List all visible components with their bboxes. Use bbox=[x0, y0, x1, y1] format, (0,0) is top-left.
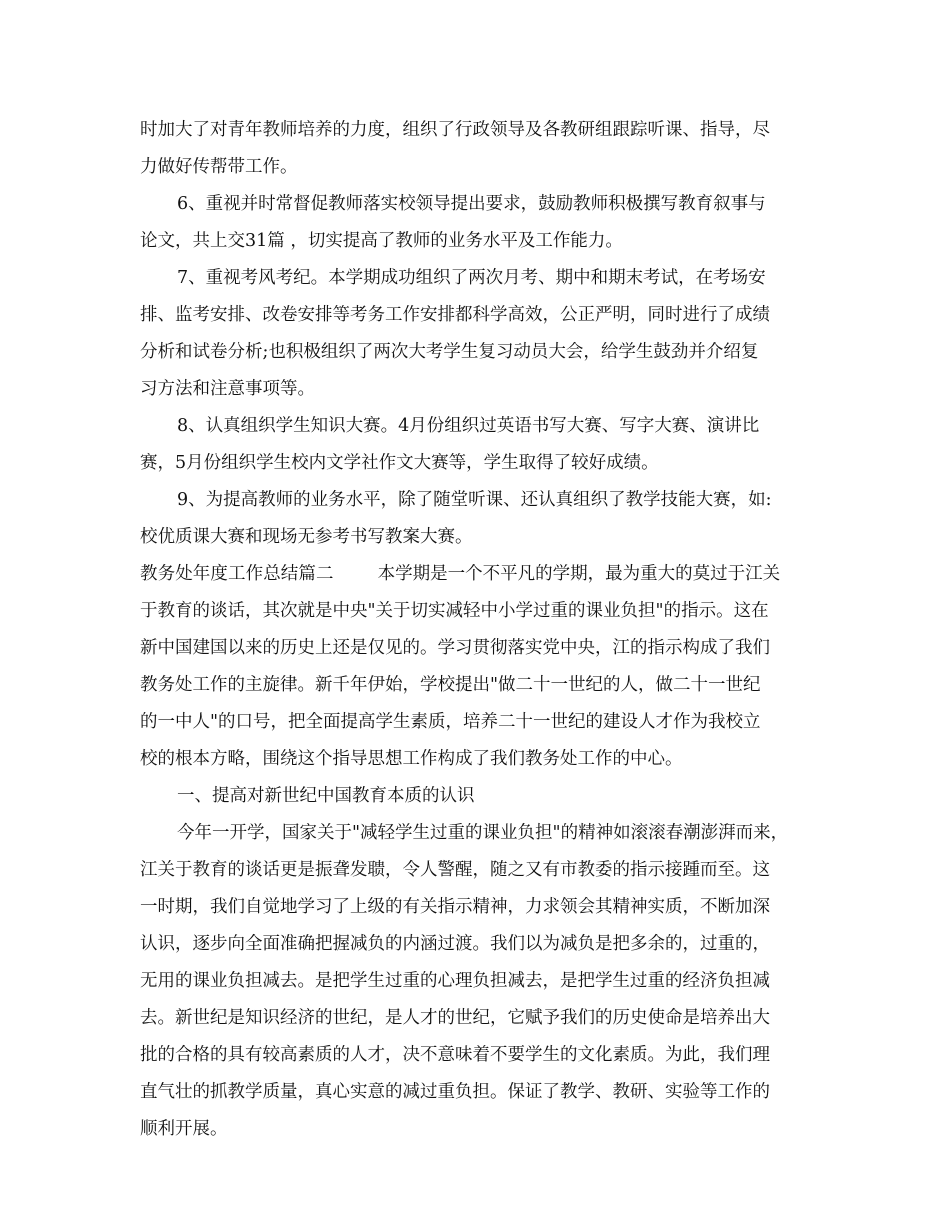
paragraph-line: 于教育的谈话，其次就是中央"关于切实减轻中小学过重的课业负担"的指示。这在 bbox=[140, 601, 769, 621]
paragraph-line: 9、为提高教师的业务水平，除了随堂听课、还认真组织了教学技能大赛，如: bbox=[177, 490, 772, 510]
paragraph-line: 教务处工作的主旋律。新千年伊始，学校提出"做二十一世纪的人，做二十一世纪 bbox=[140, 675, 761, 695]
paragraph-line: 7、重视考风考纪。本学期成功组织了两次月考、期中和期末考试，在考场安 bbox=[177, 268, 766, 288]
paragraph-line: 排、监考安排、改卷安排等考务工作安排都科学高效，公正严明，同时进行了成绩 bbox=[140, 305, 770, 325]
paragraph-line: 江关于教育的谈话更是振聋发聩，令人警醒，随之又有市教委的指示接踵而至。这 bbox=[140, 860, 770, 880]
section-title: 教务处年度工作总结篇二 bbox=[140, 564, 334, 584]
paragraph-line: 时加大了对青年教师培养的力度，组织了行政领导及各教研组跟踪听课、指导，尽 bbox=[140, 120, 770, 140]
subheading-line: 一、提高对新世纪中国教育本质的认识 bbox=[177, 786, 475, 806]
paragraph-line: 顺利开展。 bbox=[140, 1119, 228, 1139]
paragraph-line: 8、认真组织学生知识大赛。4月份组织过英语书写大赛、写字大赛、演讲比 bbox=[177, 416, 760, 436]
paragraph-line: 认识，逐步向全面准确把握减负的内涵过渡。我们以为减负是把多余的，过重的， bbox=[140, 934, 770, 954]
paragraph-line: 论文，共上交31篇 ，切实提高了教师的业务水平及工作能力。 bbox=[140, 231, 623, 251]
paragraph-line: 直气壮的抓教学质量，真心实意的减过重负担。保证了教学、教研、实验等工作的 bbox=[140, 1082, 770, 1102]
paragraph-line: 分析和试卷分析;也积极组织了两次大考学生复习动员大会，给学生鼓劲并介绍复 bbox=[140, 342, 759, 362]
paragraph-line: 校优质课大赛和现场无参考书写教案大赛。 bbox=[140, 527, 473, 547]
paragraph-line: 去。新世纪是知识经济的世纪，是人才的世纪，它赋予我们的历史使命是培养出大 bbox=[140, 1008, 770, 1028]
paragraph-line: 批的合格的具有较高素质的人才，决不意味着不要学生的文化素质。为此，我们理 bbox=[140, 1045, 770, 1065]
paragraph-line: 赛，5月份组织学生校内文学社作文大赛等，学生取得了较好成绩。 bbox=[140, 453, 659, 473]
paragraph-line: 校的根本方略，围绕这个指导思想工作构成了我们教务处工作的中心。 bbox=[140, 749, 683, 769]
section-title-line bbox=[140, 556, 820, 593]
paragraph-line: 力做好传帮带工作。 bbox=[140, 157, 298, 177]
paragraph-line: 的一中人"的口号，把全面提高学生素质，培养二十一世纪的建设人才作为我校立 bbox=[140, 712, 761, 732]
paragraph-line: 新中国建国以来的历史上还是仅见的。学习贯彻落实党中央，江的指示构成了我们 bbox=[140, 638, 770, 658]
document-page bbox=[140, 112, 820, 1148]
paragraph-line: 今年一开学，国家关于"减轻学生过重的课业负担"的精神如滚滚春潮澎湃而来， bbox=[177, 823, 789, 843]
paragraph-line: 一时期，我们自觉地学习了上级的有关指示精神，力求领会其精神实质，不断加深 bbox=[140, 897, 770, 917]
paragraph-line: 习方法和注意事项等。 bbox=[140, 379, 315, 399]
paragraph-line: 6、重视并时常督促教师落实校领导提出要求，鼓励教师积极撰写教育叙事与 bbox=[177, 194, 766, 214]
paragraph-line: 无用的课业负担减去。是把学生过重的心理负担减去，是把学生过重的经济负担减 bbox=[140, 971, 770, 991]
paragraph-text: 本学期是一个不平凡的学期，最为重大的莫过于江关 bbox=[377, 564, 781, 584]
